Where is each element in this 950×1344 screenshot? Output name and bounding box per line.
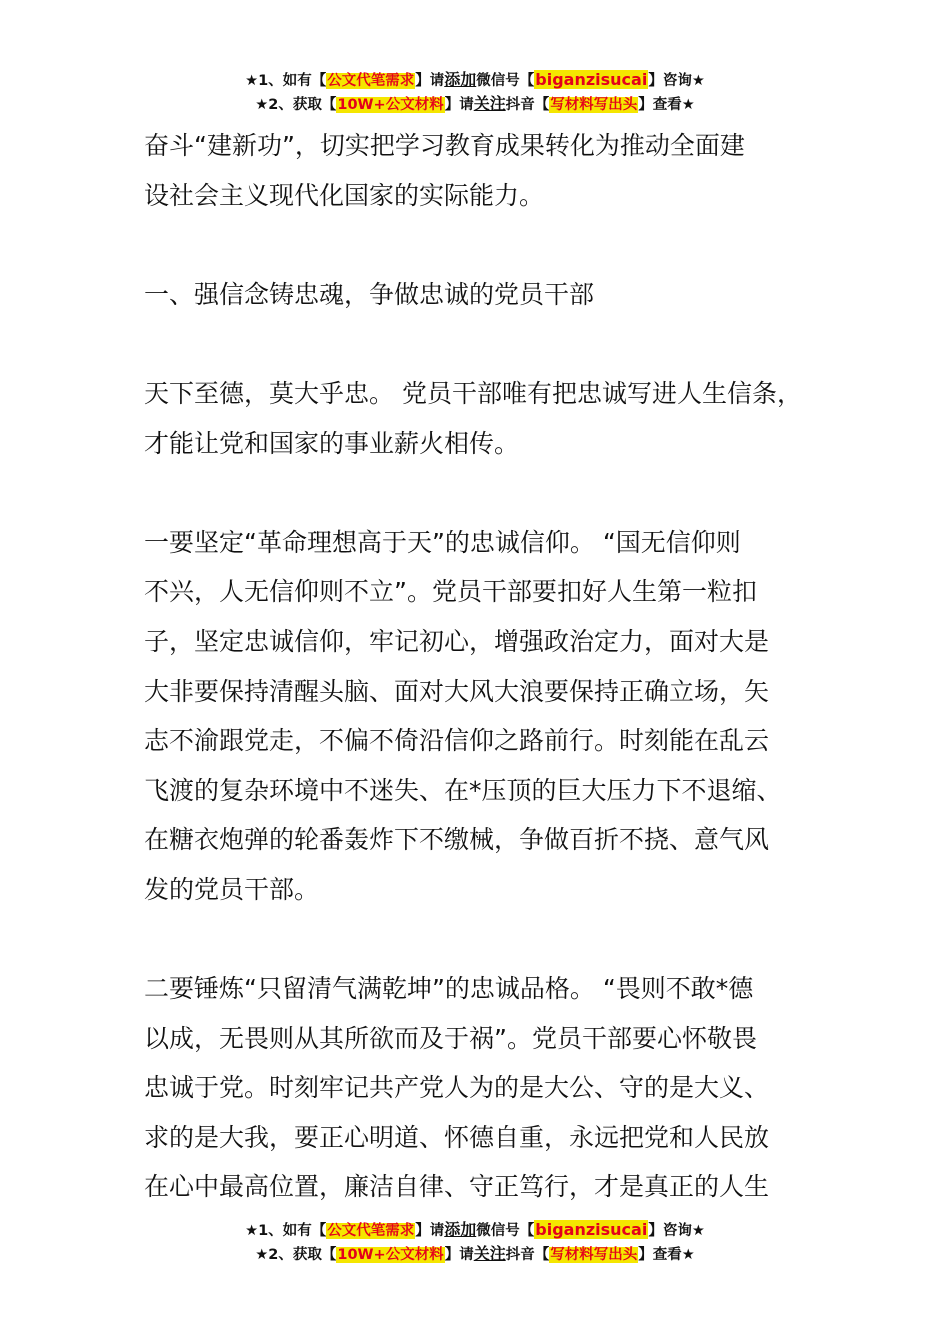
banner-line-2: ★2、获取【10W+公文材料】请关注抖音【写材料写出头】查看★ [255,1244,695,1263]
text-line: 求的是大我，要正心明道、怀德自重，永远把党和人民放 [144,1122,770,1152]
text-line: 志不渝跟党走，不偏不倚沿信仰之路前行。时刻能在乱云 [144,726,770,756]
text-line: 不兴，人无信仰则不立”。党员干部要扣好人生第一粒扣 [144,577,757,607]
paragraph [144,121,824,220]
highlight-wechat-id: biganzisucai [535,70,648,89]
section-heading [144,270,824,320]
highlight-douyin: 写材料写出头 [550,97,638,113]
text-line: 天下至德，莫大乎忠。 党员干部唯有把忠诚写进人生信条， [144,378,802,408]
highlight-materials: 10W+公文材料 [337,97,444,113]
paragraph [144,518,824,915]
text-line: 忠诚于党。时刻牢记共产党人为的是大公、守的是大义、 [144,1073,770,1103]
text-line: 子，坚定忠诚信仰，牢记初心，增强政治定力，面对大是 [144,626,770,656]
paragraph [144,964,824,1212]
text-line: 发的党员干部。 [144,874,320,904]
document-body [144,121,824,1262]
text-line: 大非要保持清醒头脑、面对大风大浪要保持正确立场，矢 [144,676,770,706]
banner-line-1: ★1、如有【公文代笔需求】请添加微信号【biganzisucai】咨询★ [245,70,705,89]
text-line: 在糖衣炮弹的轮番轰炸下不缴械，争做百折不挠、意气风 [144,825,770,855]
footer-banner [0,1218,950,1266]
text-line: 设社会主义现代化国家的实际能力。 [144,180,545,210]
text-line: 飞渡的复杂环境中不迷失、在*压顶的巨大压力下不退缩、 [144,775,782,805]
text-line: 一要坚定“革命理想高于天”的忠诚信仰。 “国无信仰则 [144,527,741,557]
highlight-materials: 10W+公文材料 [337,1247,444,1263]
banner-line-1: ★1、如有【公文代笔需求】请添加微信号【biganzisucai】咨询★ [245,1220,705,1239]
text-line: 才能让党和国家的事业薪火相传。 [144,428,520,458]
paragraph [144,369,824,468]
banner-line-2: ★2、获取【10W+公文材料】请关注抖音【写材料写出头】查看★ [255,94,695,113]
header-banner [0,68,950,116]
highlight-service: 公文代笔需求 [327,1223,415,1239]
highlight-douyin: 写材料写出头 [550,1247,638,1263]
text-line: 一、强信念铸忠魂，争做忠诚的党员干部 [144,279,595,309]
highlight-wechat-id: biganzisucai [535,1220,648,1239]
text-line: 奋斗“建新功”，切实把学习教育成果转化为推动全面建 [144,131,745,160]
text-line: 以成，无畏则从其所欲而及于祸”。党员干部要心怀敬畏 [144,1023,757,1053]
highlight-service: 公文代笔需求 [327,73,415,89]
text-line: 二要锤炼“只留清气满乾坤”的忠诚品格。 “畏则不敢*德 [144,974,754,1004]
text-line: 在心中最高位置，廉洁自律、守正笃行，才是真正的人生 [144,1172,770,1202]
